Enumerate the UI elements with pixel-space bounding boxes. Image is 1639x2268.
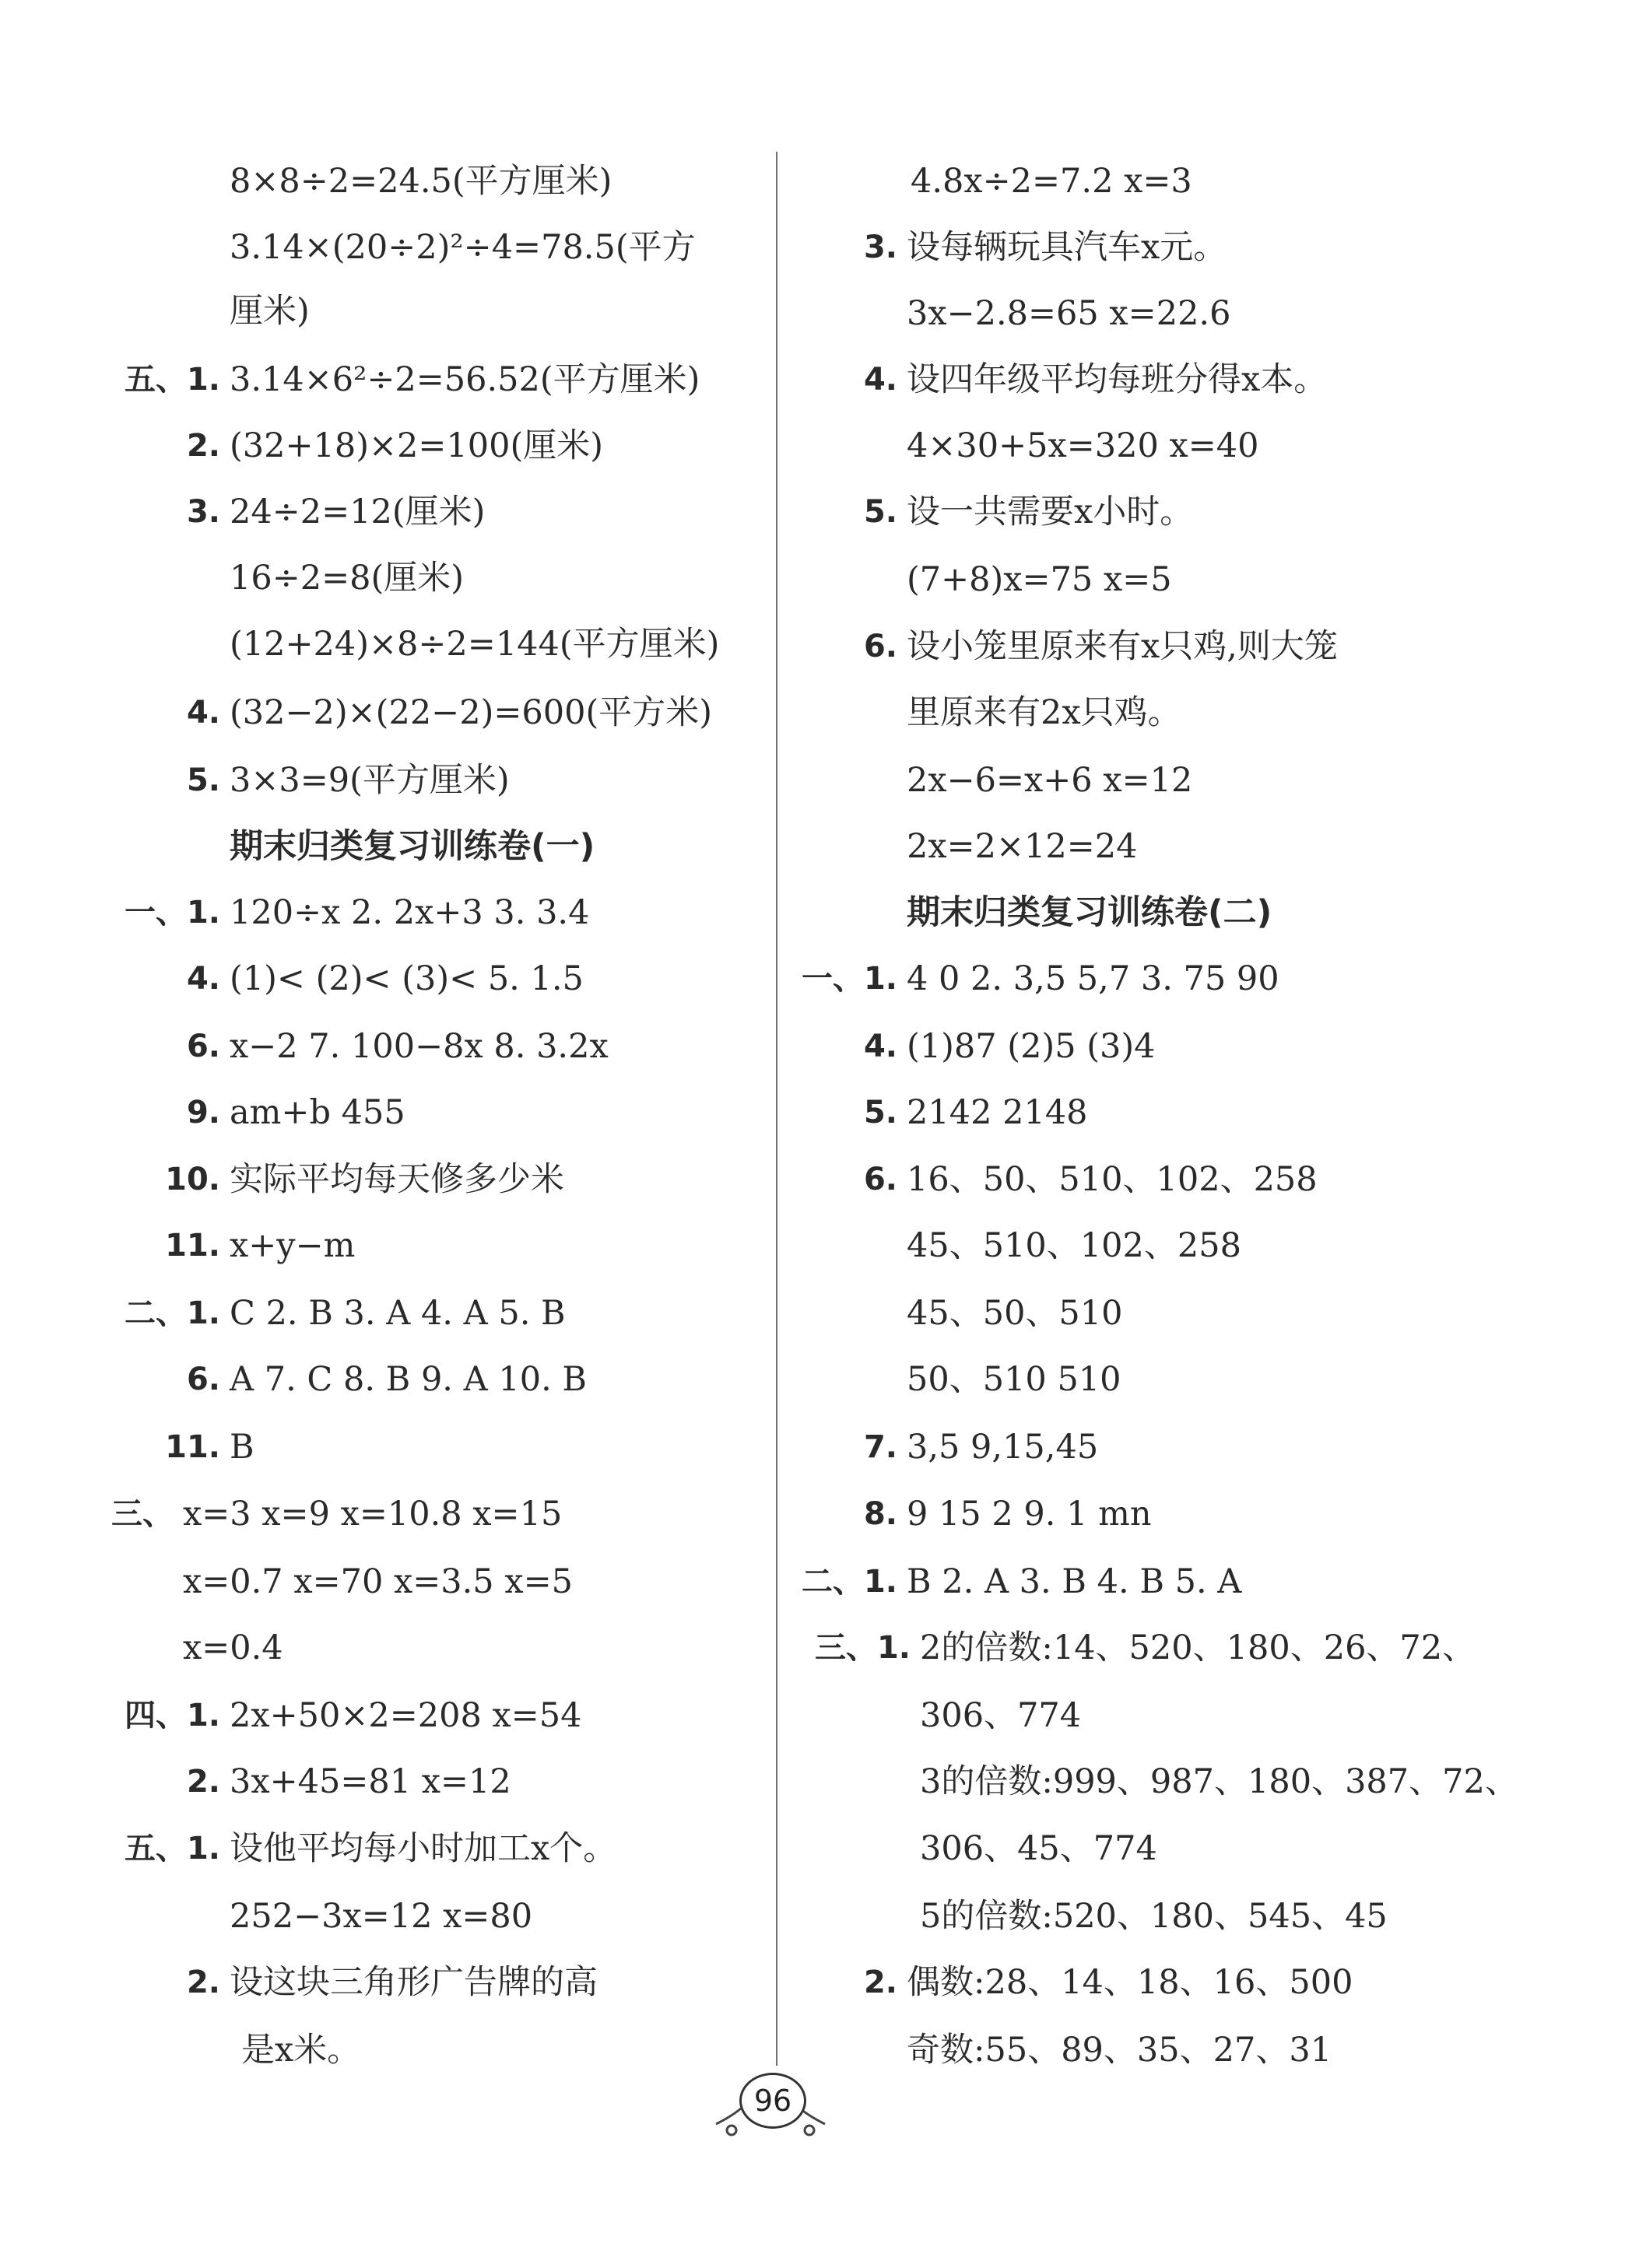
answer-text: 3x−2.8=65 x=22.6 <box>907 294 1231 333</box>
item-number: 4. <box>863 1029 897 1064</box>
item-number: 7. <box>863 1429 897 1465</box>
item-number: 3. <box>863 230 897 265</box>
answer-text: 3x+45=81 x=12 <box>230 1762 511 1801</box>
item-number: 五、1. <box>124 1831 220 1867</box>
answer-text: x=3 x=9 x=10.8 x=15 <box>183 1495 563 1534</box>
item-number: 4. <box>186 695 220 731</box>
answer-text: x=0.7 x=70 x=3.5 x=5 <box>183 1562 573 1601</box>
item-number: 11. <box>165 1228 220 1264</box>
section-heading: 期末归类复习训练卷(一) <box>230 827 595 866</box>
answer-text: A 7. C 8. B 9. A 10. B <box>230 1360 588 1399</box>
item-number: 6. <box>863 1162 897 1197</box>
answer-text: 实际平均每天修多少米 <box>230 1160 564 1199</box>
answer-text: (7+8)x=75 x=5 <box>907 560 1172 599</box>
answer-text: (1)87 (2)5 (3)4 <box>907 1027 1156 1066</box>
answer-text: (1)< (2)< (3)< 5. 1.5 <box>230 959 584 998</box>
item-number: 二、1. <box>124 1295 220 1331</box>
item-number: 2. <box>186 1764 220 1800</box>
item-number: 一、1. <box>801 961 897 997</box>
answer-text: 306、774 <box>920 1696 1082 1735</box>
answer-text: 设这块三角形广告牌的高 <box>230 1963 598 2002</box>
item-number: 8. <box>863 1496 897 1532</box>
answer-text: 4 0 2. 3,5 5,7 3. 75 90 <box>907 959 1279 998</box>
answer-text: 里原来有2x只鸡。 <box>907 693 1181 732</box>
item-number: 一、1. <box>124 895 220 931</box>
item-number: 6. <box>186 1029 220 1064</box>
item-number: 3. <box>186 494 220 530</box>
answer-text: C 2. B 3. A 4. A 5. B <box>230 1294 566 1333</box>
answer-text: 厘米) <box>230 292 310 331</box>
answer-text: 4.8x÷2=7.2 x=3 <box>911 162 1192 201</box>
item-number: 二、1. <box>801 1564 897 1600</box>
answer-text: 2x=2×12=24 <box>907 827 1138 866</box>
answer-text: am+b 455 <box>230 1093 405 1132</box>
page-number-badge <box>708 2062 833 2140</box>
section-heading: 期末归类复习训练卷(二) <box>907 893 1272 932</box>
answer-text: (32+18)×2=100(厘米) <box>230 426 604 465</box>
answer-text: 是x米。 <box>241 2031 361 2070</box>
item-number: 2. <box>863 1965 897 2000</box>
answer-text: 16÷2=8(厘米) <box>230 559 465 598</box>
page-number: 96 <box>739 2073 806 2129</box>
answer-text: 3,5 9,15,45 <box>907 1428 1099 1467</box>
answer-text: 2的倍数:14、520、180、26、72、 <box>920 1628 1476 1667</box>
item-number: 4. <box>863 362 897 398</box>
column-divider <box>776 152 777 2066</box>
item-number: 9. <box>186 1095 220 1130</box>
answer-text: 2x−6=x+6 x=12 <box>907 761 1193 800</box>
answer-text: 16、50、510、102、258 <box>907 1160 1318 1199</box>
answer-text: x=0.4 <box>183 1628 283 1667</box>
answer-text: 偶数:28、14、18、16、500 <box>907 1963 1353 2002</box>
item-number: 2. <box>186 428 220 464</box>
answer-text: 设小笼里原来有x只鸡,则大笼 <box>907 627 1338 666</box>
answer-text: 306、45、774 <box>920 1829 1157 1868</box>
answer-text: B <box>230 1428 254 1467</box>
answer-text: 5的倍数:520、180、545、45 <box>920 1897 1388 1936</box>
answer-text: 252−3x=12 x=80 <box>230 1897 533 1936</box>
answer-text: 50、510 510 <box>907 1360 1121 1399</box>
item-number: 三、 <box>111 1496 174 1532</box>
answer-text: 45、50、510 <box>907 1294 1123 1333</box>
answer-text: 24÷2=12(厘米) <box>230 493 486 531</box>
item-number: 10. <box>165 1162 220 1197</box>
answer-text: B 2. A 3. B 4. B 5. A <box>907 1562 1242 1601</box>
item-number: 5. <box>186 762 220 798</box>
answer-text: 3.14×(20÷2)²÷4=78.5(平方 <box>230 228 696 267</box>
answer-text: 2x+50×2=208 x=54 <box>230 1696 582 1735</box>
item-number: 5. <box>863 1095 897 1130</box>
answer-text: 3的倍数:999、987、180、387、72、 <box>920 1762 1518 1801</box>
answer-text: 2142 2148 <box>907 1093 1088 1132</box>
item-number: 6. <box>863 629 897 664</box>
answer-text: 4×30+5x=320 x=40 <box>907 426 1259 465</box>
item-number: 2. <box>186 1965 220 2000</box>
answer-text: x+y−m <box>230 1226 356 1265</box>
answer-text: x−2 7. 100−8x 8. 3.2x <box>230 1027 609 1066</box>
answer-text: 120÷x 2. 2x+3 3. 3.4 <box>230 893 590 932</box>
item-number: 5. <box>863 494 897 530</box>
answer-text: 45、510、102、258 <box>907 1226 1241 1265</box>
item-number: 三、1. <box>814 1630 911 1666</box>
answer-text: 3×3=9(平方厘米) <box>230 761 510 800</box>
answer-text: 设一共需要x小时。 <box>907 493 1194 531</box>
answer-text: 8×8÷2=24.5(平方厘米) <box>230 162 612 201</box>
answer-text: (32−2)×(22−2)=600(平方米) <box>230 693 712 732</box>
answer-text: 设他平均每小时加工x个。 <box>230 1829 617 1868</box>
item-number: 四、1. <box>124 1698 220 1733</box>
answer-text: 3.14×6²÷2=56.52(平方厘米) <box>230 360 700 399</box>
answer-text: (12+24)×8÷2=144(平方厘米) <box>230 625 720 664</box>
item-number: 11. <box>165 1429 220 1465</box>
answer-text: 设四年级平均每班分得x本。 <box>907 360 1328 399</box>
item-number: 五、1. <box>124 362 220 398</box>
answer-text: 奇数:55、89、35、27、31 <box>907 2031 1332 2070</box>
answer-text: 9 15 2 9. 1 mn <box>907 1495 1152 1534</box>
item-number: 6. <box>186 1362 220 1397</box>
answer-text: 设每辆玩具汽车x元。 <box>907 228 1227 267</box>
item-number: 4. <box>186 961 220 997</box>
